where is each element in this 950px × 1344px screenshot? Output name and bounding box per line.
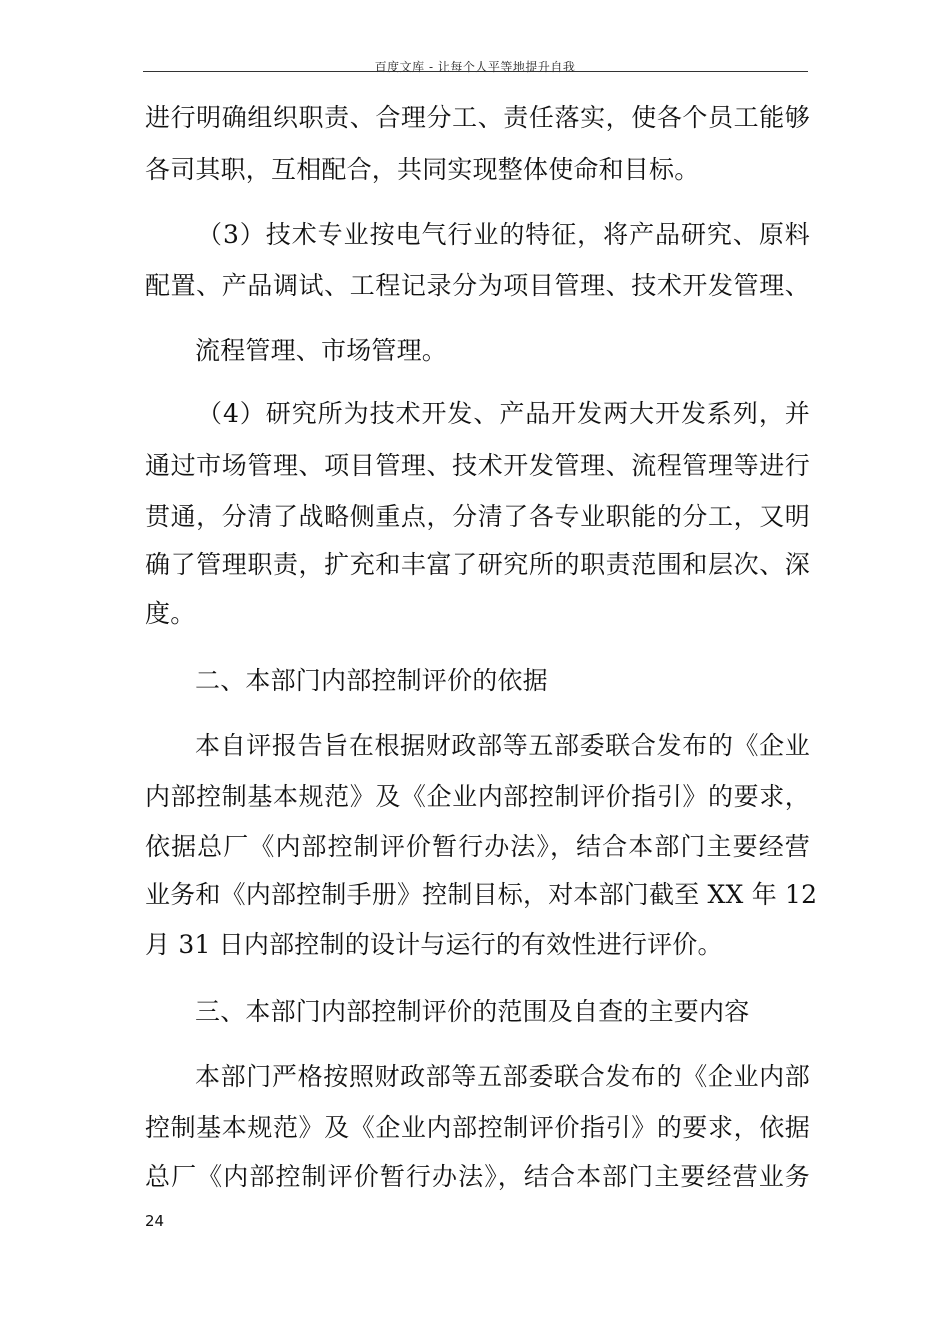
body-line: 业务和《内部控制手册》控制目标，对本部门截至 XX 年 12 [145,880,818,909]
body-line: 进行明确组织职责、合理分工、责任落实，使各个员工能够 [145,103,810,132]
body-line: （4）研究所为技术开发、产品开发两大开发系列，并 [197,399,810,428]
body-line: 各司其职，互相配合，共同实现整体使命和目标。 [145,155,700,184]
body-line: 内部控制基本规范》及《企业内部控制评价指引》的要求， [145,782,810,811]
body-line: 流程管理、市场管理。 [195,336,448,365]
body-line: 依据总厂《内部控制评价暂行办法》，结合本部门主要经营 [145,832,810,861]
section-heading: 三、本部门内部控制评价的范围及自查的主要内容 [195,997,750,1026]
body-line: 确了管理职责，扩充和丰富了研究所的职责范围和层次、深 [145,550,810,579]
body-line: 度。 [145,599,196,628]
section-heading: 二、本部门内部控制评价的依据 [195,666,548,695]
body-line: 配置、产品调试、工程记录分为项目管理、技术开发管理、 [145,271,810,300]
body-line: 月 31 日内部控制的设计与运行的有效性进行评价。 [145,930,723,959]
body-line: 本部门严格按照财政部等五部委联合发布的《企业内部 [195,1062,810,1091]
body-line: 通过市场管理、项目管理、技术开发管理、流程管理等进行 [145,451,810,480]
body-line: 贯通，分清了战略侧重点，分清了各专业职能的分工，又明 [145,502,810,531]
body-line: 本自评报告旨在根据财政部等五部委联合发布的《企业 [195,731,810,760]
header-divider [143,71,808,72]
page-header: 百度文库 - 让每个人平等地提升自我 [374,60,576,74]
body-line: 控制基本规范》及《企业内部控制评价指引》的要求，依据 [145,1113,810,1142]
page-number: 24 [145,1212,165,1230]
body-line: 总厂《内部控制评价暂行办法》，结合本部门主要经营业务 [145,1162,810,1191]
body-line: （3）技术专业按电气行业的特征，将产品研究、原料 [197,220,810,249]
